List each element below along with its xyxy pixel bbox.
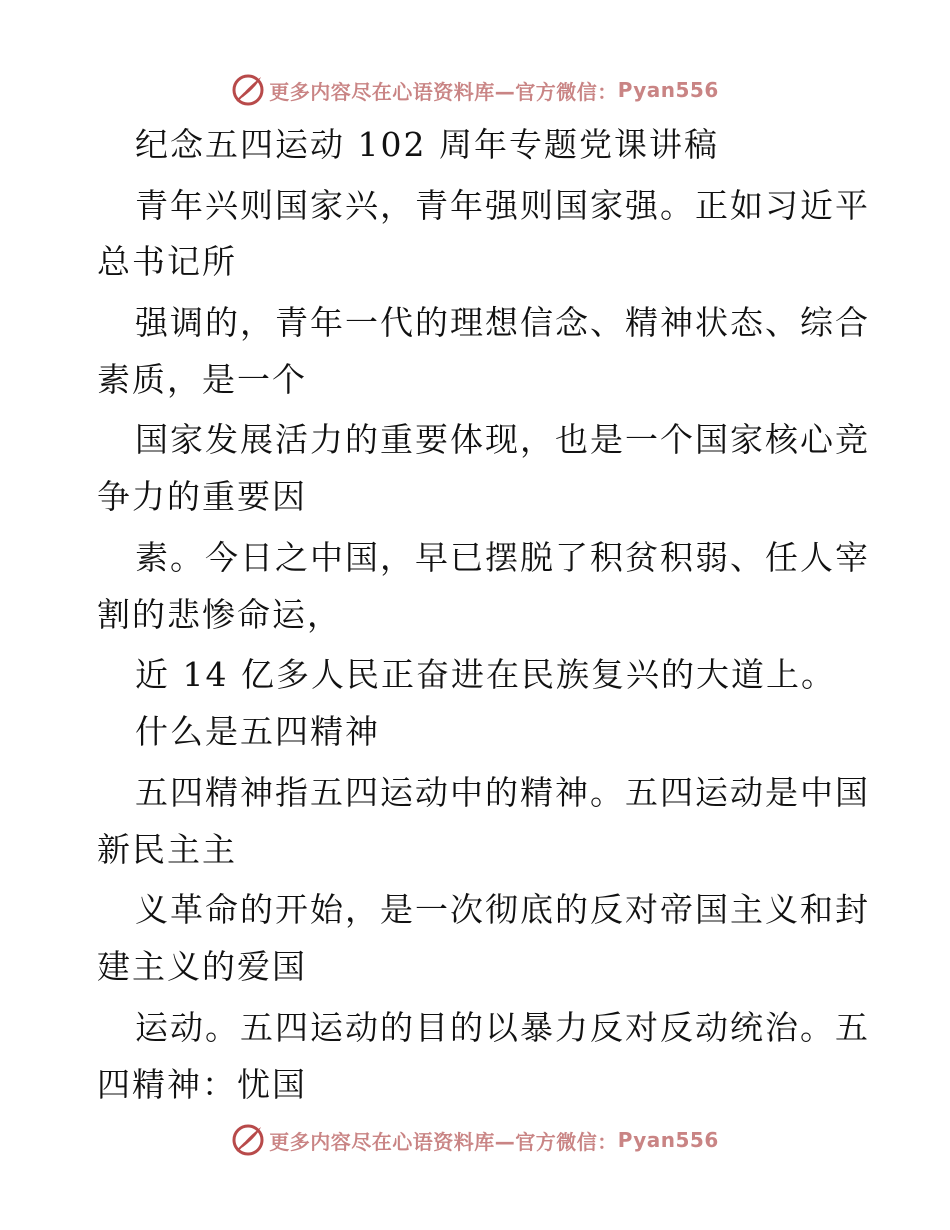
paragraph-line: 五四精神指五四运动中的精神。五四运动是中国 — [135, 773, 870, 812]
paragraph-line: 建主义的爱国 — [97, 947, 307, 986]
paragraph-line: 争力的重要因 — [97, 477, 307, 516]
footer-banner — [0, 1120, 950, 1160]
section-heading: 什么是五四精神 — [135, 712, 380, 751]
paragraph-line: 运动。五四运动的目的以暴力反对反动统治。五 — [135, 1008, 870, 1047]
banner-contact: Pyan556 — [617, 1128, 719, 1152]
header-banner — [0, 70, 950, 110]
banner-site-text: 更多内容尽在心语资料库—官方微信： — [269, 1129, 618, 1154]
feather-logo-icon — [231, 73, 265, 107]
paragraph-line: 国家发展活力的重要体现，也是一个国家核心竞 — [135, 420, 870, 459]
paragraph-line: 强调的，青年一代的理想信念、精神状态、综合 — [135, 303, 870, 342]
paragraph-line: 总书记所 — [97, 242, 237, 281]
paragraph-line: 新民主主 — [97, 830, 237, 869]
document-title: 纪念五四运动 102 周年专题党课讲稿 — [135, 125, 719, 164]
paragraph-line: 素质，是一个 — [97, 360, 307, 399]
banner-contact: Pyan556 — [617, 78, 719, 102]
paragraph-line: 义革命的开始，是一次彻底的反对帝国主义和封 — [135, 890, 870, 929]
paragraph-line: 青年兴则国家兴，青年强则国家强。正如习近平 — [135, 186, 870, 225]
feather-logo-icon — [231, 1123, 265, 1157]
banner-site-text: 更多内容尽在心语资料库—官方微信： — [269, 79, 618, 104]
paragraph-line: 素。今日之中国，早已摆脱了积贫积弱、任人宰 — [135, 538, 870, 577]
paragraph-line: 四精神：忧国 — [97, 1065, 307, 1104]
paragraph-line: 近 14 亿多人民正奋进在民族复兴的大道上。 — [135, 655, 836, 694]
paragraph-line: 割的悲惨命运， — [97, 595, 342, 634]
